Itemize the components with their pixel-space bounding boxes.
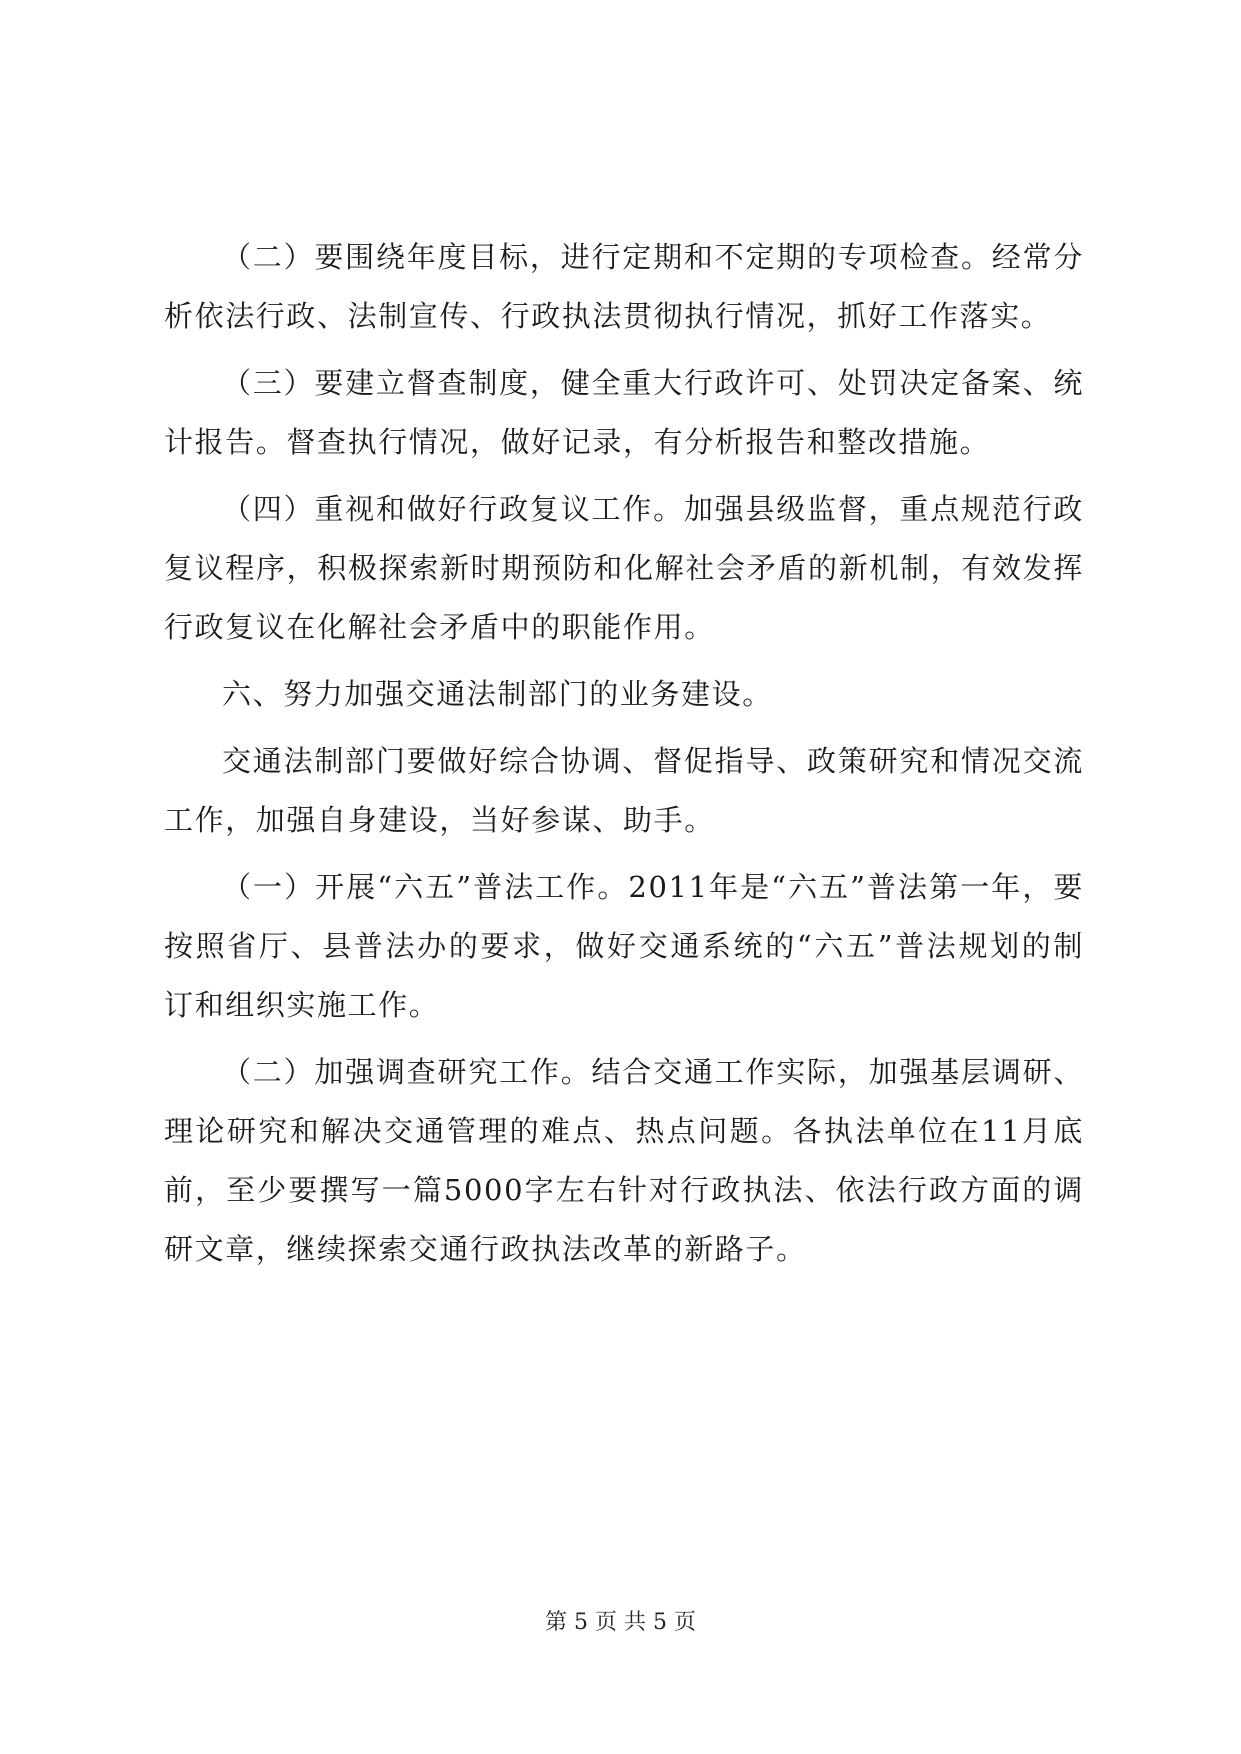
paragraph: （四）重视和做好行政复议工作。加强县级监督，重点规范行政复议程序，积极探索新时期预防和化解社会矛盾的新机制，有效发挥行政复议在化解社会矛盾中的职能作用。 — [164, 492, 1084, 644]
paragraph: （一）开展“六五”普法工作。2011年是“六五”普法第一年，要按照省厅、县普法办的要求，做好交通系统的“六五”普法规划的制订和组织实施工作。 — [164, 870, 1084, 1022]
document-body — [164, 228, 1084, 1287]
paragraph: （二）要围绕年度目标，进行定期和不定期的专项检查。经常分析依法行政、法制宣传、行政执法贯彻执行情况，抓好工作落实。 — [164, 240, 1084, 333]
paragraph: （三）要建立督查制度，健全重大行政许可、处罚决定备案、统计报告。督查执行情况，做好记录，有分析报告和整改措施。 — [164, 366, 1084, 459]
paragraph: （二）加强调查研究工作。结合交通工作实际，加强基层调研、理论研究和解决交通管理的难点、热点问题。各执法单位在11月底前，至少要撰写一篇5000字左右针对行政执法、依法行政方面的调研文章，继续探索交通行政执法改革的新路子。 — [164, 1055, 1084, 1266]
section-heading: 六、努力加强交通法制部门的业务建设。 — [222, 677, 773, 711]
paragraph: 交通法制部门要做好综合协调、督促指导、政策研究和情况交流工作，加强自身建设，当好参谋、助手。 — [164, 744, 1084, 837]
page-number: 第 5 页 共 5 页 — [545, 1610, 696, 1635]
